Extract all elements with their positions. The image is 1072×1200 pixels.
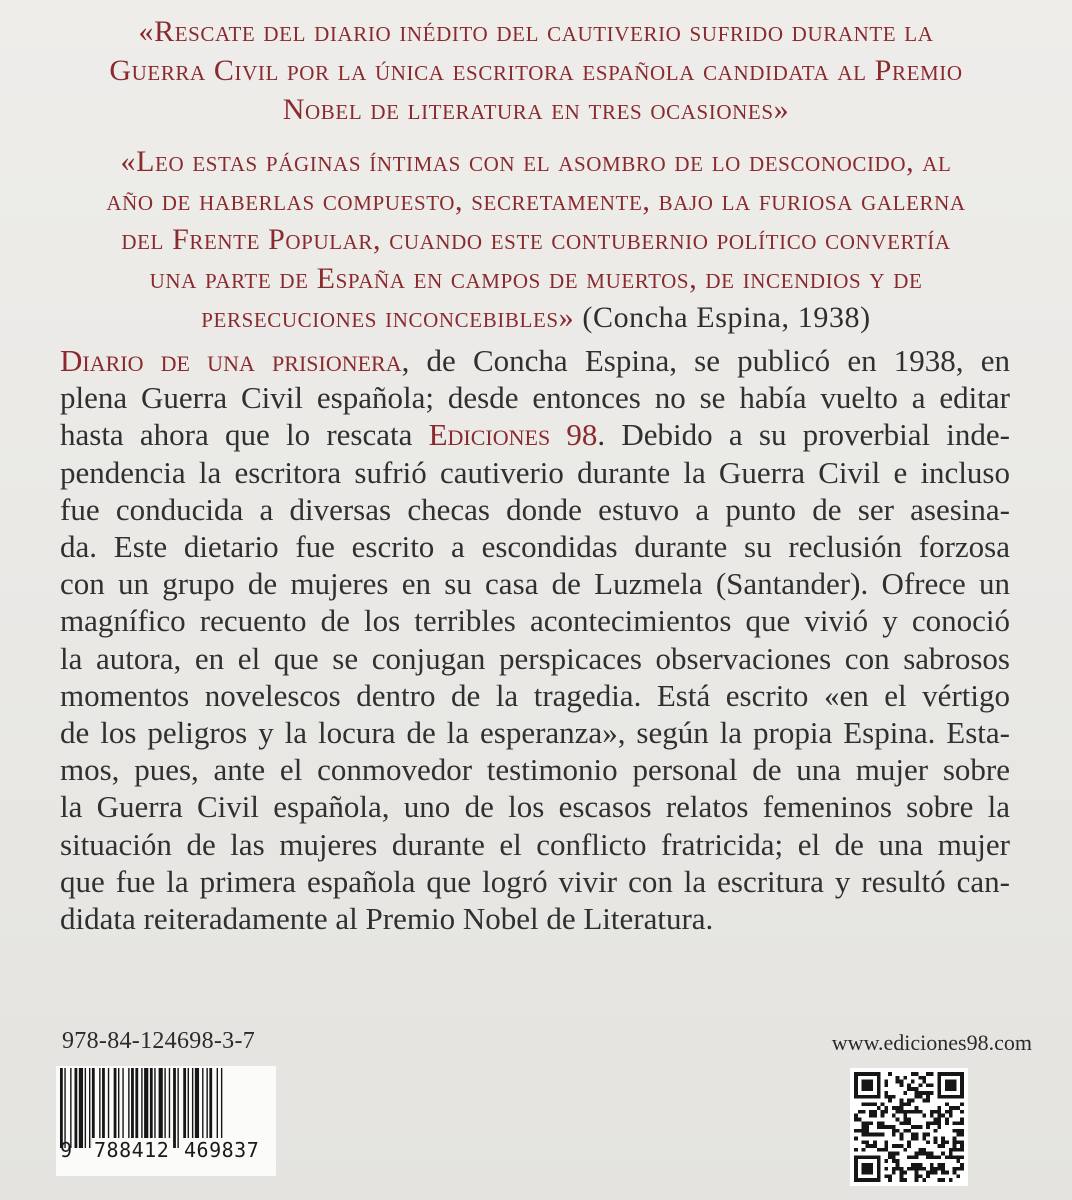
description-line: da. Este dietario fue escrito a escondidas durante su reclusión forzosa <box>60 529 1010 565</box>
promo-quote-line: Guerra Civil por la única escritora española candidata al Premio <box>109 54 963 87</box>
author-quote-line: «Leo estas páginas íntimas con el asombro de lo desconocido, al <box>120 145 952 178</box>
publisher-name: Ediciones 98 <box>428 417 598 453</box>
description-line: de los peligros y la locura de la esperanza», según la propia Espina. Esta- <box>60 715 1010 751</box>
description-line: la autora, en el que se conjugan perspicaces observaciones con sabrosos <box>60 640 1010 676</box>
author-quote-line: una parte de España en campos de muertos, de incendios y de <box>149 262 923 295</box>
description-line <box>60 416 1010 453</box>
promo-quote-line: «Rescate del diario inédito del cautiverio sufrido durante la <box>138 15 934 48</box>
author-quote-line: del Frente Popular, cuando este contubernio político convertía <box>121 223 951 256</box>
description-text: . Debido a su proverbial inde- <box>597 417 1010 453</box>
description-line: momentos novelescos dentro de la tragedia. Está escrito «en el vértigo <box>60 677 1010 713</box>
description-line: mos, pues, ante el conmovedor testimonio personal de una mujer sobre <box>60 752 1010 788</box>
description-line: plena Guerra Civil española; desde entonces no se había vuelto a editar <box>60 380 1010 416</box>
author-quote-attribution: (Concha Espina, 1938) <box>574 301 871 334</box>
book-title: Diario de una prisionera <box>60 343 402 378</box>
description-line: didata reiteradamente al Premio Nobel de Literatura. <box>60 901 714 937</box>
description-line: que fue la primera española que logró vivir con la escritura y resultó can- <box>60 863 1010 899</box>
barcode-digit-first: 9 <box>60 1138 73 1162</box>
book-description <box>60 342 1010 937</box>
description-line: pendencia la escritora sufrió cautiverio durante la Guerra Civil e incluso <box>60 454 1010 490</box>
description-text: hasta ahora que lo rescata <box>60 417 429 453</box>
description-line: la Guerra Civil española, uno de los escasos relatos femeninos sobre la <box>60 789 1010 825</box>
author-quote-line: año de haberlas compuesto, secretamente, bajo la furiosa galerna <box>106 184 966 217</box>
description-text: , de Concha Espina, se publicó en 1938, en <box>401 343 1010 378</box>
description-line <box>60 342 1010 379</box>
description-line: con un grupo de mujeres en su casa de Luzmela (Santander). Ofrece un <box>60 566 1010 602</box>
author-quote-end: persecuciones inconcebibles» <box>201 301 575 334</box>
qr-code-modules <box>854 1072 964 1182</box>
description-line: situación de las mujeres durante el conflicto fratricida; el de una mujer <box>60 826 1010 862</box>
promo-quote-line: Nobel de literatura en tres ocasiones» <box>282 93 790 126</box>
isbn-number: 978-84-124698-3-7 <box>62 1028 256 1054</box>
author-quote <box>40 142 1032 337</box>
barcode-digit-group-left: 788412 <box>94 1138 170 1162</box>
description-line: magnífico recuento de los terribles acontecimientos que vivió y conoció <box>60 603 1010 639</box>
publisher-website[interactable]: www.ediciones98.com <box>831 1030 1032 1055</box>
barcode-digit-group-right: 469837 <box>184 1138 260 1162</box>
promo-quote <box>40 12 1032 129</box>
qr-code[interactable] <box>850 1068 968 1186</box>
description-line: fue conducida a diversas checas donde estuvo a punto de ser asesina- <box>60 491 1010 527</box>
author-quote-last-line <box>40 298 1032 337</box>
